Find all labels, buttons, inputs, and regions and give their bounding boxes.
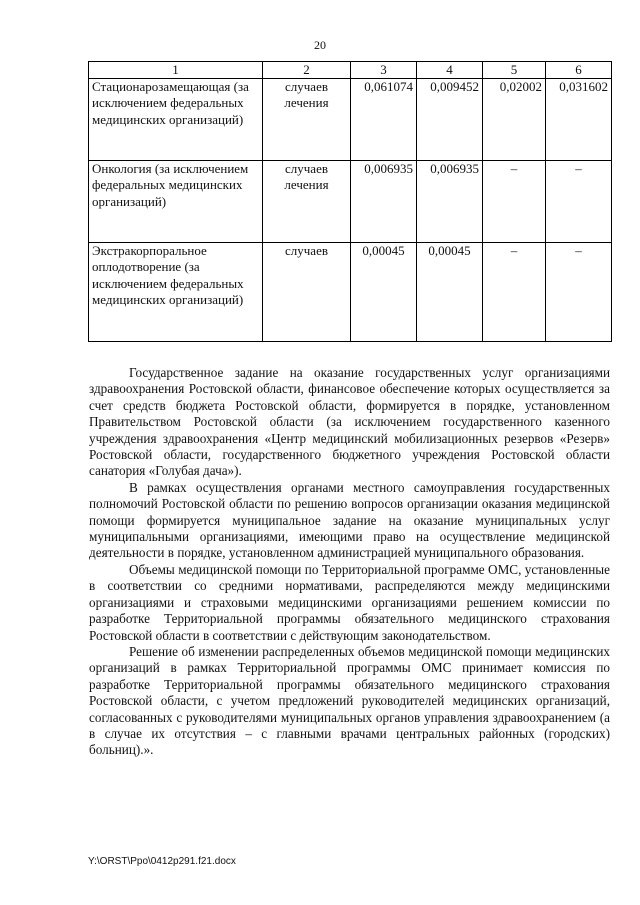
value-cell: – bbox=[546, 161, 612, 243]
paragraph-oms-volumes: Объемы медицинской помощи по Территориальной программе ОМС, установленные в соответствии со средними нормативами, распределяются между медицинскими организациями и страховыми медицинскими организациями решением комиссии по разработке Территориальной программы обязательного медицинского страхования Ростовской области в соответствии с действующим законодательством. bbox=[89, 561, 610, 643]
value-cell: 0,02002 bbox=[483, 79, 546, 161]
value-cell: 0,006935 bbox=[351, 161, 417, 243]
file-path-footer: Y:\ORST\Ppo\0412p291.f21.docx bbox=[88, 856, 236, 867]
value-cell: 0,00045 bbox=[417, 243, 483, 342]
paragraph-state-assignment: Государственное задание на оказание государственных услуг организациями здравоохранения Ростовской области, финансовое обеспечение которых осуществляется за счет средств бюджета Ростовской области, формируется в порядке, установленном Правительством Ростовской области (за исключением государственного казенного учреждения здравоохранения «Центр медицинский мобилизационных резервов «Резерв» Ростовской области, государственного бюджетного учреждения Ростовской области санатория «Голубая дача»). bbox=[89, 365, 610, 479]
column-header: 1 bbox=[89, 62, 263, 79]
paragraph-volume-changes: Решение об изменении распределенных объемов медицинской помощи медицинских организаций в рамках Территориальной программы ОМС принимает комиссия по разработке Территориальной программы обязательного медицинского страхования Ростовской области, с учетом предложений руководителей медицинских организаций, согласованных с руководителями муниципальных органов управления здравоохранением (а в случае их отсутствия – с главными врачами центральных районных (городских) больниц).». bbox=[89, 643, 610, 758]
value-cell: – bbox=[546, 243, 612, 342]
page-number: 20 bbox=[314, 38, 326, 52]
value-cell: – bbox=[483, 161, 546, 243]
table-row bbox=[89, 243, 612, 342]
care-type-cell: Экстракорпоральное оплодотворение (за исключением федеральных медицинских организаций) bbox=[89, 243, 263, 342]
volumes-table bbox=[88, 61, 612, 342]
document-body bbox=[89, 365, 610, 759]
value-cell: 0,061074 bbox=[351, 79, 417, 161]
column-header: 2 bbox=[263, 62, 351, 79]
value-cell: 0,00045 bbox=[351, 243, 417, 342]
value-cell: 0,031602 bbox=[546, 79, 612, 161]
paragraph-municipal-assignment: В рамках осуществления органами местного самоуправления государственных полномочий Ростовской области по решению вопросов организации оказания медицинской помощи формируется муниципальное задание на оказание муниципальных услуг муниципальными организациями, имеющими право на осуществление медицинской деятельности в порядке, установленном администрацией муниципального образования. bbox=[89, 479, 610, 561]
table-row bbox=[89, 161, 612, 243]
unit-cell: случаев bbox=[263, 243, 351, 342]
care-type-cell: Онкология (за исключением федеральных медицинских организаций) bbox=[89, 161, 263, 243]
column-header: 5 bbox=[483, 62, 546, 79]
column-header: 4 bbox=[417, 62, 483, 79]
unit-cell: случаев лечения bbox=[263, 79, 351, 161]
table-row bbox=[89, 79, 612, 161]
column-header: 3 bbox=[351, 62, 417, 79]
value-cell: 0,009452 bbox=[417, 79, 483, 161]
table-header-row bbox=[89, 62, 612, 79]
value-cell: 0,006935 bbox=[417, 161, 483, 243]
value-cell: – bbox=[483, 243, 546, 342]
care-type-cell: Стационарозамещающая (за исключением федеральных медицинских организаций) bbox=[89, 79, 263, 161]
unit-cell: случаев лечения bbox=[263, 161, 351, 243]
column-header: 6 bbox=[546, 62, 612, 79]
